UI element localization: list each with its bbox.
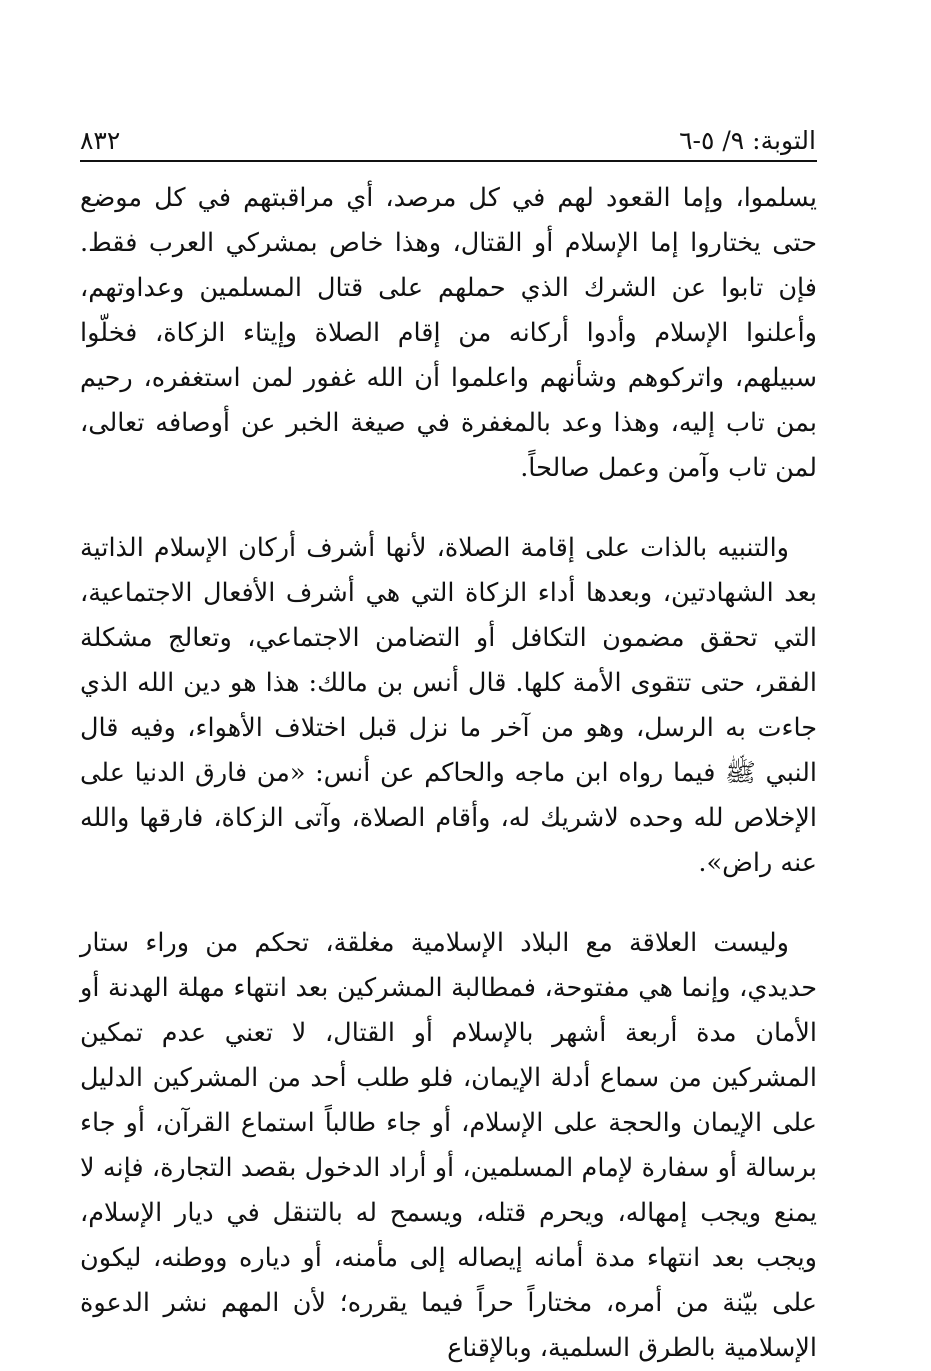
body-text <box>80 176 817 1371</box>
surah-reference: التوبة: ٩/ ٥-٦ <box>679 125 816 155</box>
paragraph-1: يسلموا، وإما القعود لهم في كل مرصد، أي مراقبتهم في كل موضع حتى يختاروا إما الإسلام أو القتال، وهذا خاص بمشركي العرب فقط. فإن تابوا عن الشرك الذي حملهم على قتال المسلمين وعداوتهم، وأعلنوا الإسلام وأدوا أركانه من إقام الصلاة وإيتاء الزكاة، فخلّوا سبيلهم، واتركوهم وشأنهم واعلموا أن الله غفور لمن استغفره، رحيم بمن تاب إليه، وهذا وعد بالمغفرة في صيغة الخبر عن أوصافه تعالى، لمن تاب وآمن وعمل صالحاً. <box>80 183 817 483</box>
running-header <box>80 120 816 160</box>
paragraph-2: والتنبيه بالذات على إقامة الصلاة، لأنها أشرف أركان الإسلام الذاتية بعد الشهادتين، وبعدها أداء الزكاة التي هي أشرف الأفعال الاجتماعية، التي تحقق مضمون التكافل أو التضامن الاجتماعي، وتعالج مشكلة الفقر، حتى تتقوى الأمة كلها. قال أنس بن مالك: هذا هو دين الله الذي جاءت به الرسل، وهو من آخر ما نزل قبل اختلاف الأهواء، وفيه قال النبي ﷺ فيما رواه ابن ماجه والحاكم عن أنس: «من فارق الدنيا على الإخلاص لله وحده لاشريك له، وأقام الصلاة، وآتى الزكاة، فارقها والله عنه راض». <box>80 533 817 878</box>
page-number: ٨٣٢ <box>80 125 121 155</box>
paragraph-3: وليست العلاقة مع البلاد الإسلامية مغلقة، تحكم من وراء ستار حديدي، وإنما هي مفتوحة، فمطالبة المشركين بعد انتهاء مهلة الهدنة أو الأمان مدة أربعة أشهر بالإسلام أو القتال، لا تعني عدم تمكين المشركين من سماع أدلة الإيمان، فلو طلب أحد من المشركين الدليل على الإيمان والحجة على الإسلام، أو جاء طالباً استماع القرآن، أو جاء برسالة أو سفارة لإمام المسلمين، أو أراد الدخول بقصد التجارة، فإنه لا يمنع ويجب إمهاله، ويحرم قتله، ويسمح له بالتنقل في ديار الإسلام، ويجب بعد انتهاء مدة أمانه إيصاله إلى مأمنه، أو دياره ووطنه، ليكون على بيّنة من أمره، مختاراً حراً فيما يقرره؛ لأن المهم نشر الدعوة الإسلامية بالطرق السلمية، وبالإقناع <box>80 928 817 1363</box>
header-divider <box>80 160 817 162</box>
